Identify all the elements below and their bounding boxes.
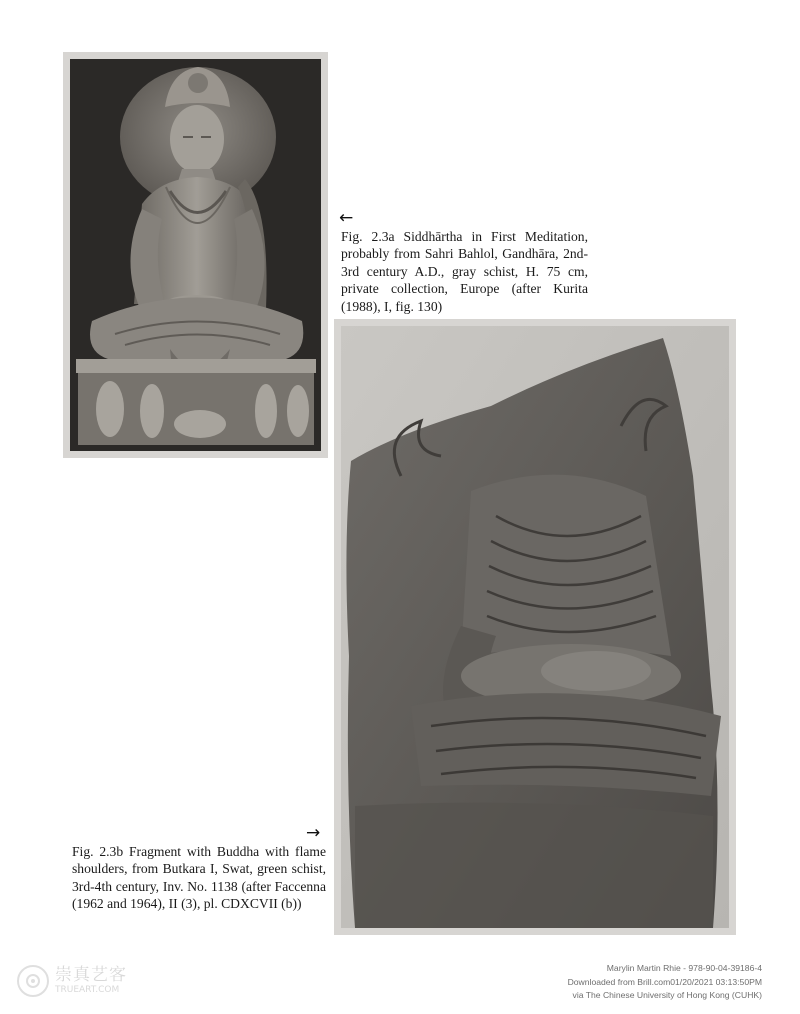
figure-2-3a-caption: Fig. 2.3a Siddhārtha in First Meditation, probably from Sahri Bahlol, Gandhāra, 2nd-3rd century A.D., gray schist, H. 75 cm, private collection, Europe (after Kurita (1988), I, fig. 130): [341, 229, 588, 314]
left-arrow-icon: ←: [339, 208, 354, 228]
right-arrow-icon: →: [306, 823, 321, 843]
trueart-watermark: [17, 965, 127, 997]
buddha-fragment-image: [341, 326, 729, 928]
figure-2-3b-caption: Fig. 2.3b Fragment with Buddha with flame shoulders, from Butkara I, Swat, green schist, 3rd-4th century, Inv. No. 1138 (after Faccenna (1962 and 1964), II (3), pl. CDXCVII (b)): [72, 844, 326, 912]
figure-2-3a-photo: [63, 52, 328, 458]
footer-author-line: Marylin Martin Rhie - 978-90-04-39186-4: [606, 963, 762, 973]
footer-institution-line: via The Chinese University of Hong Kong (CUHK): [572, 990, 762, 1000]
footer-download-line: Downloaded from Brill.com01/20/2021 03:13:50PM: [567, 976, 762, 987]
watermark-chinese-text: 崇真艺客: [55, 965, 127, 985]
download-footer: [568, 962, 762, 1003]
watermark-latin-text: TRUEART.COM: [55, 985, 120, 995]
figure-2-3b-photo: [334, 319, 736, 935]
trueart-logo-icon: [17, 965, 49, 997]
siddhartha-sculpture-image: [70, 59, 321, 451]
